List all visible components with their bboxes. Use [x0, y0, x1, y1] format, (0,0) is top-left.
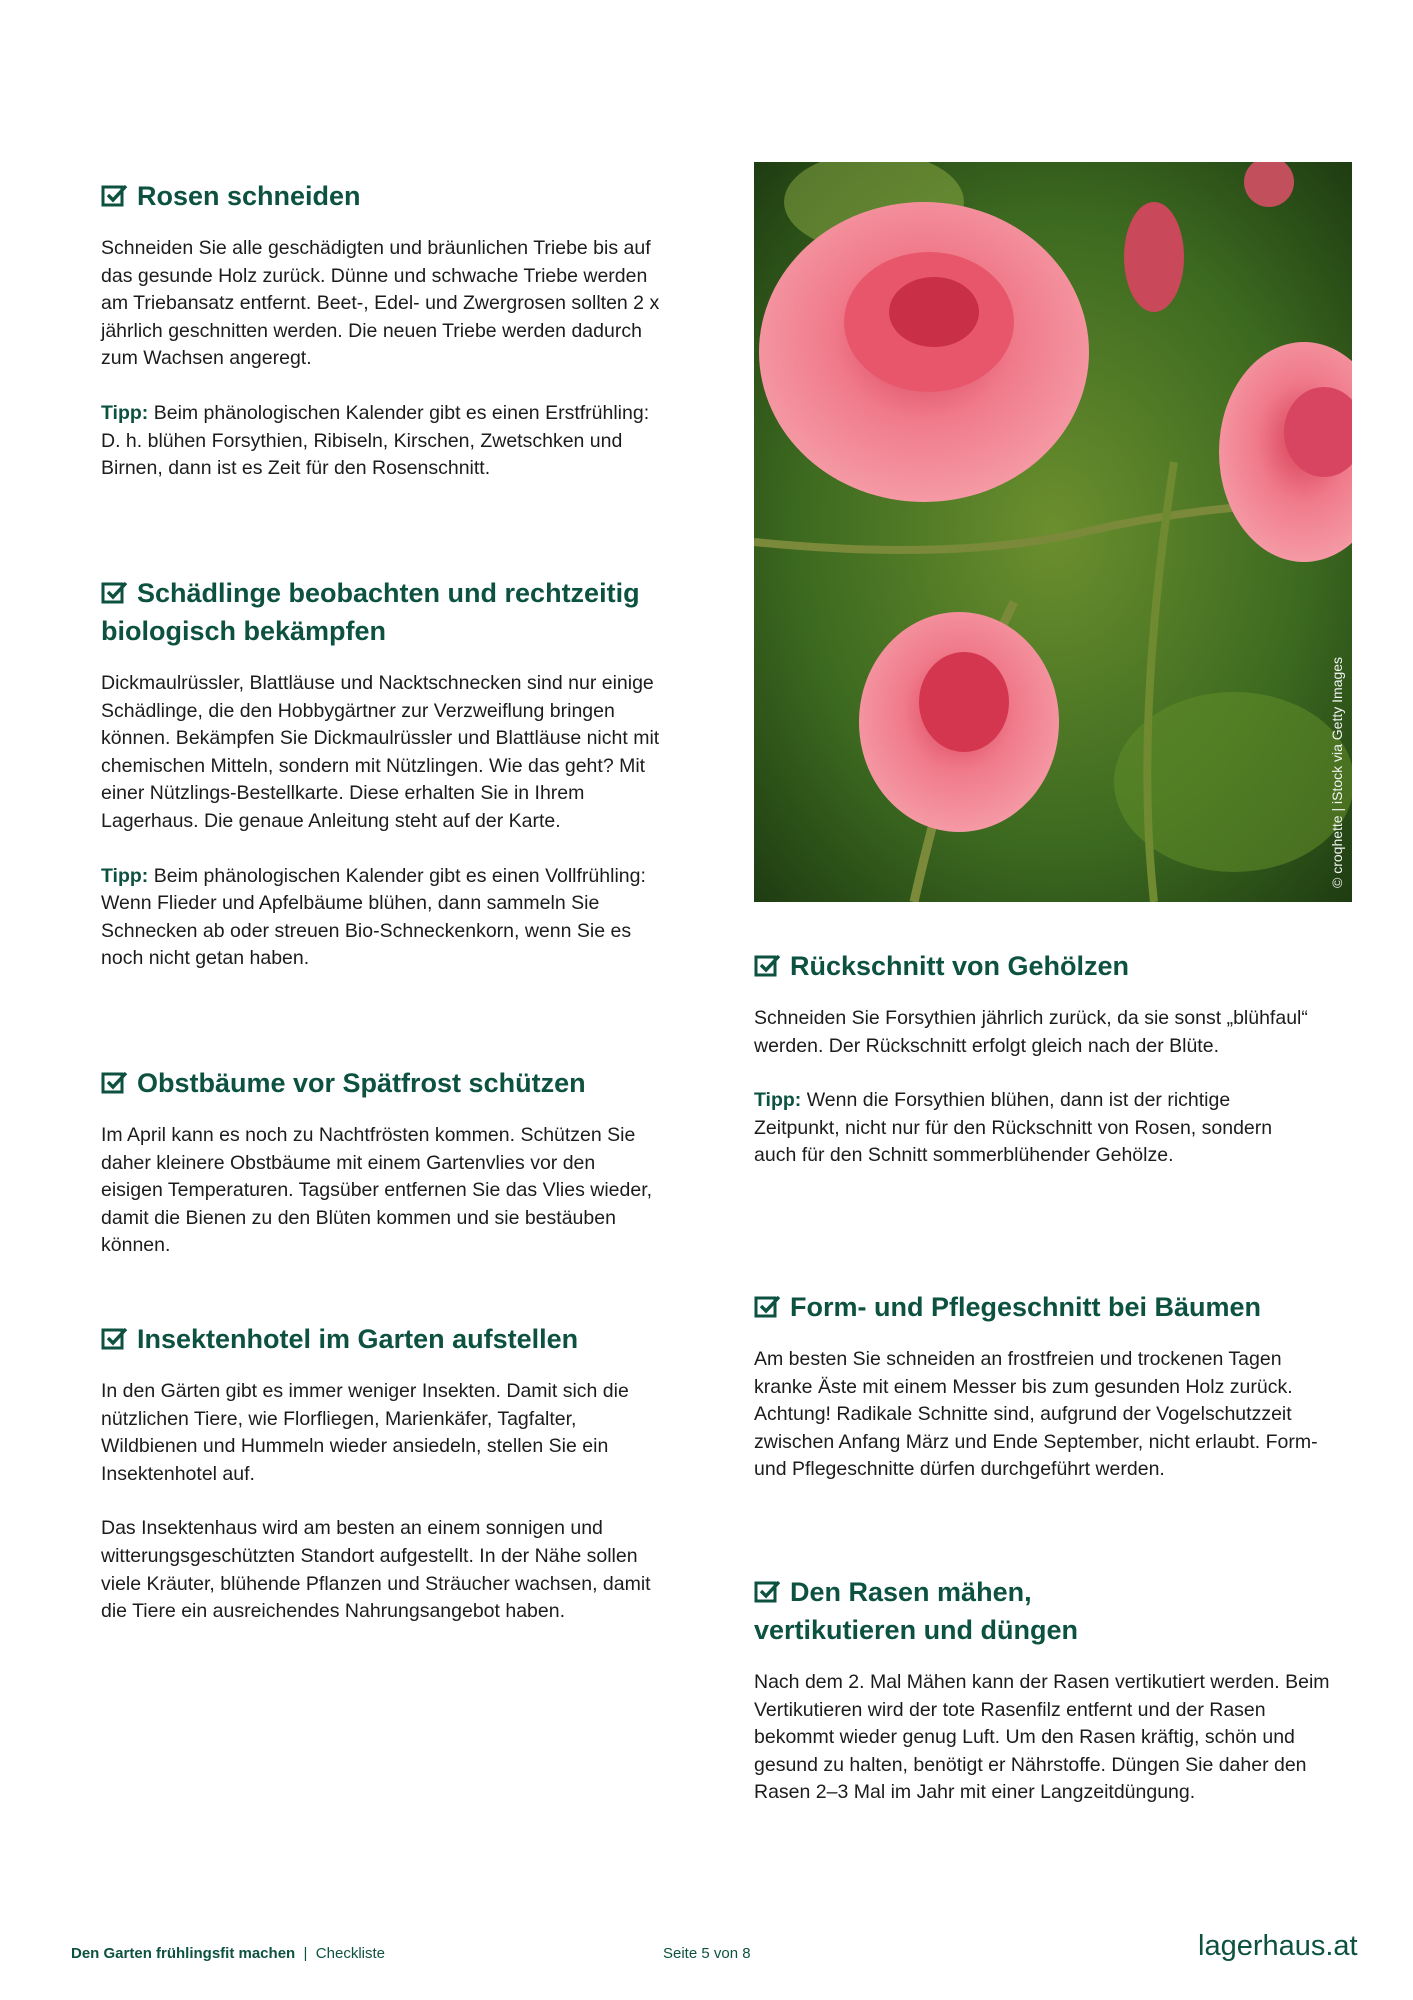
- lagerhaus-logo[interactable]: lagerhaus.at: [1198, 1930, 1358, 1962]
- checkbox-checked-icon: [754, 1579, 782, 1603]
- section-text: Das Insektenhaus wird am besten an einem sonnigen und witterungsgeschützten Standort aufgestellt. In der Nähe sollen viele Kräuter, blühende Pflanzen und Sträucher wachsen, damit die Tiere ein ausreichendes Nahrungsangebot haben.: [101, 1517, 651, 1623]
- section-title: Rückschnitt von Gehölzen: [790, 951, 1130, 981]
- tipp-label: Tipp:: [101, 401, 149, 424]
- section-text: Dickmaulrüssler, Blattläuse und Nacktschnecken sind nur einige Schädlinge, die den Hobbygärtner zur Verzweiflung bringen können. Bekämpfen Sie Dickmaulrüssler und Blattläuse nicht mit chemischen Mitteln, sondern mit Nützlingen. Wie das geht? Mit einer Nützlings-Bestellkarte. Diese erhalten Sie in Ihrem Lagerhaus. Die genaue Anleitung steht auf der Karte.: [101, 672, 660, 832]
- tipp-label: Tipp:: [101, 864, 149, 887]
- tipp-label: Tipp:: [754, 1089, 802, 1112]
- checkbox-checked-icon: [101, 1326, 129, 1350]
- section-text: In den Gärten gibt es immer weniger Insekten. Damit sich die nützlichen Tiere, wie Florfliegen, Marienkäfer, Tagfalter, Wildbienen und Hummeln wieder ansiedeln, stellen Sie ein Insektenhotel auf.: [101, 1380, 629, 1485]
- section-title: Rosen schneiden: [137, 181, 361, 211]
- rose-photo: [754, 162, 1352, 902]
- section-rasen: [754, 1573, 1334, 1834]
- checkbox-checked-icon: [101, 1070, 129, 1094]
- section-text: Nach dem 2. Mal Mähen kann der Rasen vertikutiert werden. Beim Vertikutieren wird der tote Rasenfilz entfernt und der Rasen bekommt wieder genug Luft. Um den Rasen kräftig, schön und gesund zu halten, benötigt er Nährstoffe. Düngen Sie daher den Rasen 2–3 Mal im Jahr mit einer Langzeitdüngung.: [754, 1671, 1330, 1804]
- section-text: Schneiden Sie Forsythien jährlich zurück, da sie sonst „blühfaul“ werden. Der Rückschnitt erfolgt gleich nach der Blüte.: [754, 1007, 1308, 1057]
- tipp-text: Beim phänologischen Kalender gibt es einen Vollfrühling: Wenn Flieder und Apfelbäume blühen, dann sammeln Sie Schnecken ab oder streuen Bio-Schneckenkorn, wenn Sie es noch nicht getan haben.: [101, 864, 646, 970]
- section-insektenhotel: [101, 1320, 661, 1653]
- tipp-text: Beim phänologischen Kalender gibt es einen Erstfrühling: D. h. blühen Forsythien, Ribiseln, Kirschen, Zwetschken und Birnen, dann ist es Zeit für den Rosenschnitt.: [101, 401, 650, 480]
- section-title: Den Rasen mähen, vertikutieren und düngen: [754, 1577, 1079, 1645]
- page-number: Seite 5 von 8: [663, 1945, 751, 1962]
- section-rosen-schneiden: [101, 177, 661, 510]
- photo-credit: © croqhette | iStock via Getty Images: [1329, 656, 1345, 888]
- section-title: Obstbäume vor Spätfrost schützen: [137, 1068, 586, 1098]
- rose-image: [754, 162, 1352, 902]
- checkbox-checked-icon: [101, 183, 129, 207]
- section-text: Am besten Sie schneiden an frostfreien und trockenen Tagen kranke Äste mit einem Messer bis zum gesunden Holz zurück. Achtung! Radikale Schnitte sind, aufgrund der Vogelschutzzeit zwischen Anfang März und Ende September, nicht erlaubt. Form- und Pflegeschnitte dürfen durchgeführt werden.: [754, 1348, 1318, 1481]
- footer-document-title: Den Garten frühlingsfit machen | Checkliste: [71, 1945, 385, 1962]
- section-obstbaeume: [101, 1064, 661, 1287]
- checkbox-checked-icon: [754, 953, 782, 977]
- checkbox-checked-icon: [101, 580, 129, 604]
- section-title: Insektenhotel im Garten aufstellen: [137, 1324, 579, 1354]
- section-formschnitt: [754, 1288, 1334, 1511]
- checkbox-checked-icon: [754, 1294, 782, 1318]
- section-text: Im April kann es noch zu Nachtfrösten kommen. Schützen Sie daher kleinere Obstbäume mit einem Gartenvlies vor den eisigen Temperaturen. Tagsüber entfernen Sie das Vlies wieder, damit die Bienen zu den Blüten kommen und sie bestäuben können.: [101, 1124, 653, 1257]
- section-title: Form- und Pflegeschnitt bei Bäumen: [790, 1292, 1262, 1322]
- section-text: Schneiden Sie alle geschädigten und bräunlichen Triebe bis auf das gesunde Holz zurück. Dünne und schwache Triebe werden am Triebansatz entfernt. Beet-, Edel- und Zwergrosen sollten 2 x jährlich geschnitten werden. Die neuen Triebe werden dadurch zum Wachsen angeregt.: [101, 237, 660, 370]
- section-rueckschnitt: [754, 947, 1314, 1197]
- section-title: Schädlinge beobachten und rechtzeitig biologisch bekämpfen: [101, 578, 640, 646]
- section-schaedlinge: [101, 574, 661, 1000]
- tipp-text: Wenn die Forsythien blühen, dann ist der richtige Zeitpunkt, nicht nur für den Rückschnitt von Rosen, sondern auch für den Schnitt sommerblühender Gehölze.: [754, 1089, 1273, 1167]
